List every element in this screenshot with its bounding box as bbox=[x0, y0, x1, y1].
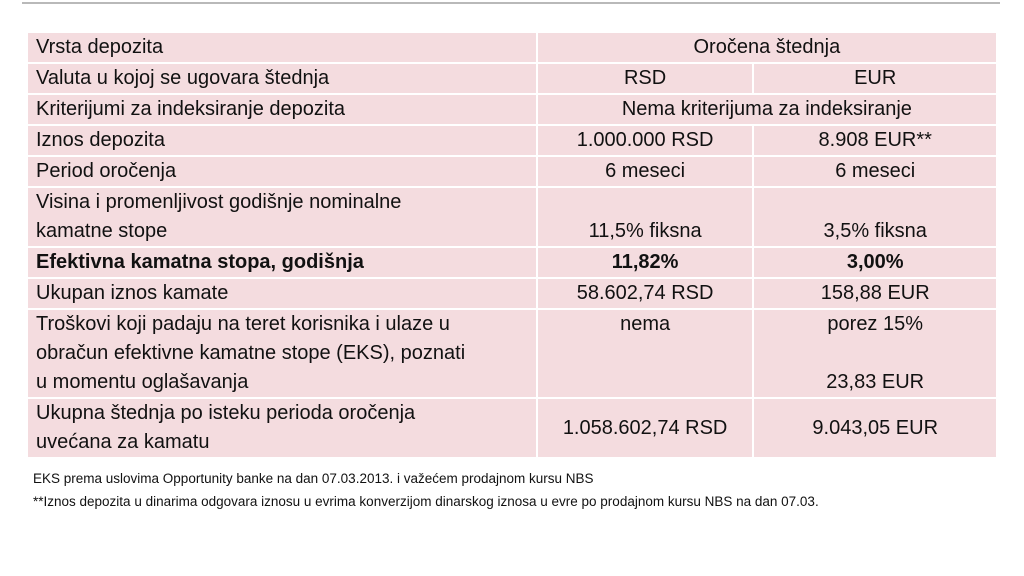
row-label-deposit-type: Vrsta depozita bbox=[27, 32, 537, 63]
indexation-value: Nema kriterijuma za indeksiranje bbox=[537, 94, 997, 125]
currency-rsd: RSD bbox=[537, 63, 754, 94]
costs-rsd: nema bbox=[537, 309, 754, 398]
row-label-total-savings bbox=[27, 398, 537, 458]
nominal-rate-label-line1: Visina i promenljivost godišnje nominalne bbox=[36, 191, 402, 213]
currency-eur: EUR bbox=[753, 63, 997, 94]
top-divider-line bbox=[22, 2, 1000, 4]
row-label-nominal-rate bbox=[27, 187, 537, 247]
total-savings-label-line2: uvećana za kamatu bbox=[36, 431, 210, 453]
deposit-amount-eur: 8.908 EUR** bbox=[753, 125, 997, 156]
nominal-rate-eur: 3,5% fiksna bbox=[753, 187, 997, 247]
deposit-type-value: Oročena štednja bbox=[537, 32, 997, 63]
table-row bbox=[27, 32, 997, 63]
costs-label-line3: u momentu oglašavanja bbox=[36, 371, 249, 393]
costs-eur-line3: 23,83 EUR bbox=[826, 371, 925, 393]
table-row bbox=[27, 156, 997, 187]
nominal-rate-label-line2: kamatne stope bbox=[36, 220, 168, 242]
effective-rate-eur: 3,00% bbox=[753, 247, 997, 278]
total-savings-eur: 9.043,05 EUR bbox=[753, 398, 997, 458]
footnote-deposit-amount: **Iznos depozita u dinarima odgovara iznosu u evrima konverzijom dinarskog iznosa u evre po prodajnom kursu NBS na dan 07.03. bbox=[33, 494, 819, 509]
row-label-costs bbox=[27, 309, 537, 398]
term-period-rsd: 6 meseci bbox=[537, 156, 754, 187]
nominal-rate-rsd: 11,5% fiksna bbox=[537, 187, 754, 247]
table-row bbox=[27, 278, 997, 309]
costs-eur-line1: porez 15% bbox=[827, 313, 924, 335]
row-label-effective-rate: Efektivna kamatna stopa, godišnja bbox=[27, 247, 537, 278]
table-row bbox=[27, 247, 997, 278]
total-savings-label-line1: Ukupna štednja po isteku perioda oročenja bbox=[36, 402, 416, 424]
table-row bbox=[27, 398, 997, 458]
footnote-eks: EKS prema uslovima Opportunity banke na dan 07.03.2013. i važećem prodajnom kursu NBS bbox=[33, 471, 594, 486]
table-row bbox=[27, 125, 997, 156]
costs-label-line1: Troškovi koji padaju na teret korisnika i ulaze u bbox=[36, 313, 450, 335]
costs-eur-cell bbox=[753, 309, 997, 398]
total-interest-eur: 158,88 EUR bbox=[753, 278, 997, 309]
effective-rate-rsd: 11,82% bbox=[537, 247, 754, 278]
row-label-indexation: Kriterijumi za indeksiranje depozita bbox=[27, 94, 537, 125]
table-row bbox=[27, 309, 997, 398]
table-row bbox=[27, 187, 997, 247]
row-label-deposit-amount: Iznos depozita bbox=[27, 125, 537, 156]
table-row bbox=[27, 94, 997, 125]
deposit-terms-table bbox=[26, 31, 998, 459]
term-period-eur: 6 meseci bbox=[753, 156, 997, 187]
row-label-total-interest: Ukupan iznos kamate bbox=[27, 278, 537, 309]
deposit-amount-rsd: 1.000.000 RSD bbox=[537, 125, 754, 156]
table-row bbox=[27, 63, 997, 94]
costs-label-line2: obračun efektivne kamatne stope (EKS), poznati bbox=[36, 342, 466, 364]
row-label-currency: Valuta u kojoj se ugovara štednja bbox=[27, 63, 537, 94]
total-savings-rsd: 1.058.602,74 RSD bbox=[537, 398, 754, 458]
total-interest-rsd: 58.602,74 RSD bbox=[537, 278, 754, 309]
row-label-term-period: Period oročenja bbox=[27, 156, 537, 187]
